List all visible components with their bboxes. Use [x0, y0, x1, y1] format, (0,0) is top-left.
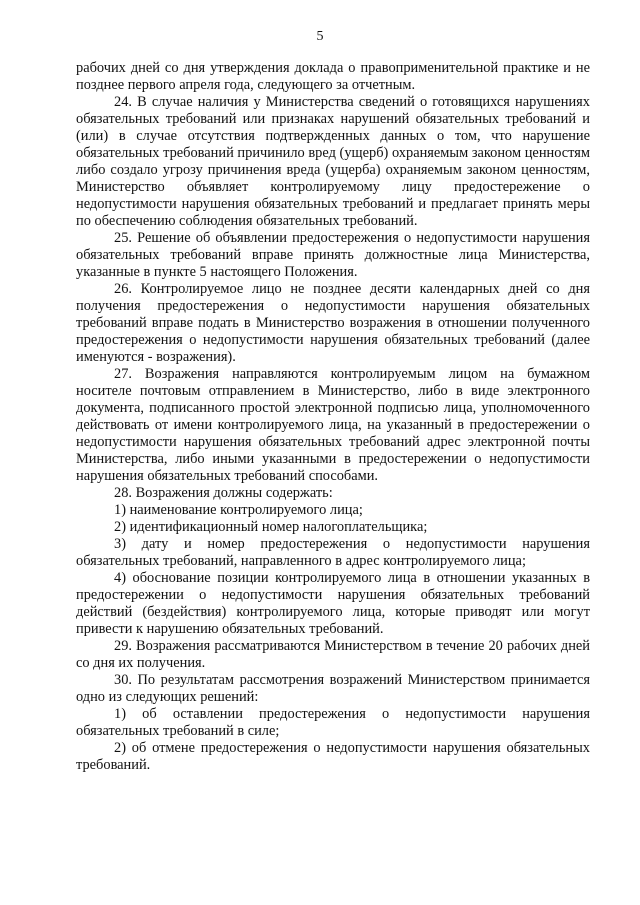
paragraph: 1) наименование контролируемого лица; — [114, 502, 363, 518]
paragraph: 24. В случае наличия у Министерства сведений о готовящихся нарушениях обязательных требований или признаках нарушений обязательных требований и (или) в случае отсутствия подтвержденных данных о том, что нарушение обязательных требований причинило вред (ущерб) охраняемым законом ценностям либо создало угрозу причинения вреда (ущерба) охраняемым законом ценностям, Министерство объявляет контролируемому лицу предостережение о недопустимости нарушения обязательных требований и предлагает принять меры по обеспечению соблюдения обязательных требований. — [76, 94, 590, 229]
paragraph: 2) идентификационный номер налогоплательщика; — [114, 519, 428, 535]
document-body — [76, 60, 590, 774]
paragraph: рабочих дней со дня утверждения доклада о правоприменительной практике и не позднее первого апреля года, следующего за отчетным. — [76, 60, 590, 93]
paragraph: 4) обоснование позиции контролируемого лица в отношении указанных в предостережении о недопустимости нарушения обязательных требований действий (бездействия) контролируемого лица, которые приводят или могут привести к нарушению обязательных требований. — [76, 570, 590, 637]
paragraph: 28. Возражения должны содержать: — [114, 485, 333, 501]
paragraph: 30. По результатам рассмотрения возражений Министерством принимается одно из следующих решений: — [76, 672, 590, 705]
paragraph: 27. Возражения направляются контролируемым лицом на бумажном носителе почтовым отправлением в Министерство, либо в виде электронного документа, подписанного простой электронной подписью лица, уполномоченного действовать от имени контролируемого лица, на указанный в предостережении о недопустимости нарушения обязательных требований адрес электронной почты Министерства, либо иными указанными в предостережении о недопустимости нарушения обязательных требований способами. — [76, 366, 590, 484]
page-number: 5 — [316, 29, 324, 44]
paragraph: 26. Контролируемое лицо не позднее десяти календарных дней со дня получения предостережения о недопустимости нарушения обязательных требований вправе подать в Министерство возражения в отношении полученного предостережения о недопустимости нарушения обязательных требований (далее именуются - возражения). — [76, 281, 590, 365]
paragraph: 25. Решение об объявлении предостережения о недопустимости нарушения обязательных требований вправе принять должностные лица Министерства, указанные в пункте 5 настоящего Положения. — [76, 230, 590, 280]
paragraph: 3) дату и номер предостережения о недопустимости нарушения обязательных требований, направленного в адрес контролируемого лица; — [76, 536, 590, 569]
paragraph: 1) об оставлении предостережения о недопустимости нарушения обязательных требований в силе; — [76, 706, 590, 739]
paragraph: 2) об отмене предостережения о недопустимости нарушения обязательных требований. — [76, 740, 590, 773]
paragraph: 29. Возражения рассматриваются Министерством в течение 20 рабочих дней со дня их получения. — [76, 638, 590, 671]
